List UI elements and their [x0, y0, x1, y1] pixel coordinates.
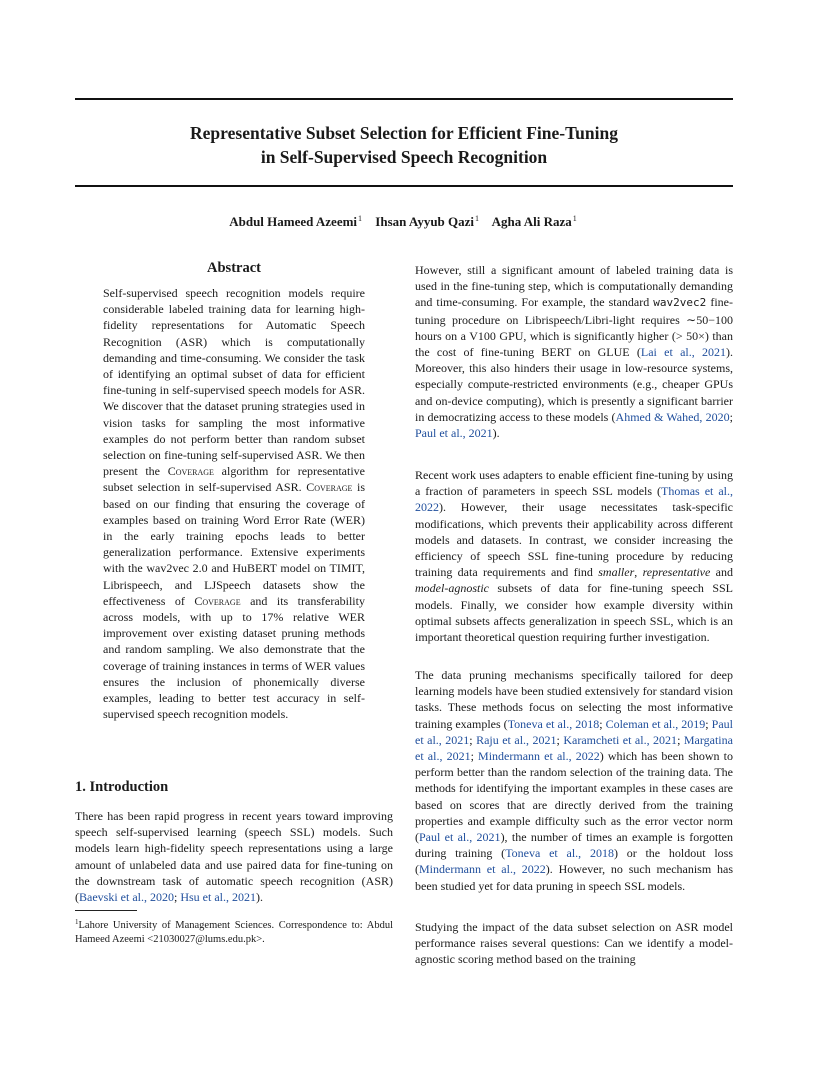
- author-name: Abdul Hameed Azeemi: [229, 214, 358, 229]
- citation-link[interactable]: Thomas et al., 2022: [415, 484, 733, 515]
- body-paragraph: Recent work uses adapters to enable efficient fine-tuning by using a fraction of parameters in speech SSL models (Thomas et al., 2022). However, their usage necessitates task-specific modifications, which prevents their applicability across different models and datasets. In contrast, we consider increasing the efficiency of speech SSL fine-tuning procedure by reducing training data requirements and find smaller, representative and model-agnostic subsets of data for fine-tuning speech SSL models. Finally, we consider how example diversity within optimal subsets affects generalization in speech SSL, which is an important theoretical question requiring further investigation.: [415, 468, 733, 645]
- abstract-heading: Abstract: [207, 260, 261, 276]
- body-paragraph: However, still a significant amount of labeled training data is used in the fine-tuning step, which is computationally demanding and time-consuming. For example, the standard wav2vec2 fine-tuning procedure on Librispeech/Libri-light requires ∼50−100 hours on a V100 GPU, which is significantly higher (> 50×) than the cost of fine-tuning BERT on GLUE (Lai et al., 2021). Moreover, this also hinders their usage in low-resource systems, especially compute-restricted environments (e.g., cheaper GPUs and on-device computing), which is presently a significant barrier in democratizing access to these models (Ahmed & Wahed, 2020; Paul et al., 2021).: [415, 263, 733, 441]
- section-heading-introduction: 1. Introduction: [75, 779, 169, 795]
- citation-link[interactable]: Baevski et al., 2020: [79, 890, 174, 905]
- paper-title-line-1: Representative Subset Selection for Efficient Fine-Tuning: [190, 123, 618, 143]
- citation-link[interactable]: Coleman et al., 2019: [605, 716, 706, 731]
- author-name: Agha Ali Raza: [491, 214, 572, 229]
- citation-link[interactable]: Toneva et al., 2018: [507, 716, 600, 731]
- citation-link[interactable]: Paul et al., 2021: [415, 426, 493, 441]
- body-paragraph: Studying the impact of the data subset selection on ASR model performance raises several questions: Can we identify a model-agnostic scoring method based on the training: [415, 920, 733, 967]
- emphasis-term: representative: [642, 565, 711, 580]
- footnote-mark: 1: [75, 918, 79, 926]
- citation-link[interactable]: Raju et al., 2021: [476, 732, 557, 747]
- body-paragraph: The data pruning mechanisms specifically tailored for deep learning models have been studied extensively for standard vision tasks. These methods focus on selecting the most informative training examples (Toneva et al., 2018; Coleman et al., 2019; Paul et al., 2021; Raju et al., 2021; Karamcheti et al., 2021; Margatina et al., 2021; Mindermann et al., 2022) which has been shown to perform better than the random selection of the training data. The methods for identifying the important examples in these cases are based on scores that are directly derived from the training properties and example difficulty such as the error vector norm (Paul et al., 2021), the number of times an example is forgotten during training (Toneva et al., 2018) or the holdout loss (Mindermann et al., 2022). However, no such mechanism has been studied yet for data pruning in speech SSL models.: [415, 668, 734, 893]
- footnote-affiliation: $^1$Lahore University of Management Sciences. Correspondence to: Abdul Hameed Azeemi <21030027@lums.edu.pk>.: [75, 918, 393, 945]
- author-affiliation-mark: 1: [572, 214, 577, 223]
- citation-link[interactable]: Mindermann et al., 2022: [419, 862, 546, 877]
- method-name: Coverage: [167, 464, 214, 479]
- citation-link[interactable]: Paul et al., 2021: [415, 716, 733, 747]
- citation-link[interactable]: Mindermann et al., 2022: [478, 749, 600, 764]
- method-name: Coverage: [194, 593, 241, 608]
- arxiv-side-identifier: [5, 285, 61, 760]
- author-list: [75, 214, 733, 230]
- citation-link[interactable]: Hsu et al., 2021: [180, 890, 256, 905]
- citation-link[interactable]: Toneva et al., 2018: [505, 846, 614, 861]
- title-rule-top: [75, 98, 733, 100]
- citation-link[interactable]: Lai et al., 2021: [640, 345, 726, 360]
- citation-link[interactable]: Margatina et al., 2021: [415, 732, 733, 764]
- code-term: wav2vec2: [653, 296, 707, 310]
- paper-title-line-2: in Self-Supervised Speech Recognition: [260, 147, 548, 167]
- method-name: Coverage: [306, 480, 353, 495]
- citation-link[interactable]: Paul et al., 2021: [419, 830, 501, 845]
- title-rule-bottom: [75, 185, 733, 187]
- abstract-body: Self-supervised speech recognition models require considerable labeled training data for learning high-fidelity representations for Automatic Speech Recognition (ASR) which is computationally demanding and time-consuming. We consider the task of identifying an optimal subset of data for efficient fine-tuning in self-supervised speech models for ASR. We discover that the dataset pruning strategies used in vision tasks for sampling the most informative examples do not perform better than random subset selection on fine-tuning self-supervised ASR. We then present the Coverage algorithm for representative subset selection in self-supervised ASR. Coverage is based on our finding that ensuring the coverage of examples based on training Word Error Rate (WER) in the early training epochs leads to better generalization performance. Extensive experiments with the wav2vec 2.0 and HuBERT model on TIMIT, Librispeech, and LJSpeech datasets show the effectiveness of Coverage and its transferability across models, with up to 17% relative WER improvement over existing dataset pruning methods and random sampling. We also demonstrate that the coverage of training instances in terms of WER values ensures the inclusion of phonemically diverse examples, leading to better test accuracy in self-supervised speech recognition models.: [103, 286, 365, 722]
- author-affiliation-mark: 1: [475, 214, 480, 223]
- emphasis-term: smaller: [598, 565, 635, 580]
- footnote-rule: [75, 910, 137, 911]
- citation-link[interactable]: Karamcheti et al., 2021: [563, 732, 678, 747]
- author-affiliation-mark: 1: [358, 214, 363, 223]
- introduction-paragraph: There has been rapid progress in recent years toward improving speech self-supervised learning (speech SSL) models. Such models learn high-fidelity speech representations using a large amount of unlabeled data and use paired data for fine-tuning on the downstream task of automatic speech recognition (ASR) (Baevski et al., 2020; Hsu et al., 2021).: [75, 809, 393, 905]
- emphasis-term: model-agnostic: [415, 581, 489, 596]
- author-name: Ihsan Ayyub Qazi: [375, 214, 475, 229]
- citation-link[interactable]: Ahmed & Wahed, 2020: [615, 409, 730, 424]
